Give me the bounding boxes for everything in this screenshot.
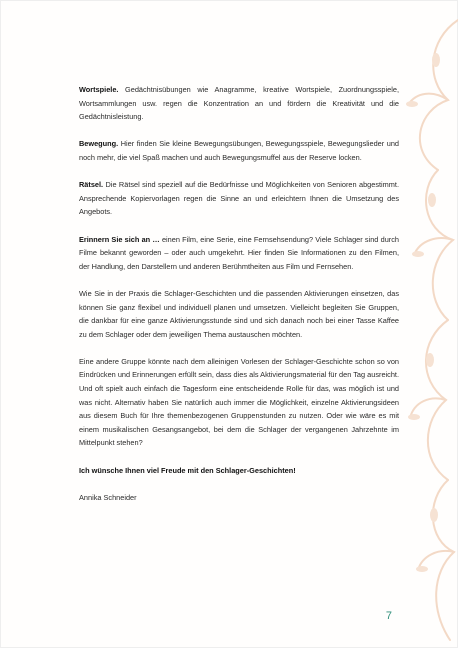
body-text [79,83,399,504]
paragraph-text: Eine andere Gruppe könnte nach dem alleinigen Vorlesen der Schlager-Geschichte schon so von Eindrücken und Erinnerungen erfüllt sein, dass dies als Aktivierungsmaterial für den Tag ausreicht. Und oft spielt auch einfach die Tagesform eine entscheidende Rolle für das, was möglich ist und was nicht. Alternativ haben Sie natürlich auch immer die Möglichkeit, einzelne Aktivierungsideen aus diesem Buch für Ihre themenbezogenen Gruppenstunden zu nutzen. Oder wie wäre es mit einem musikalischen Gesangsangebot, bei dem die Schlager der vergangenen Jahrzehnte im Mittelpunkt stehen? [79,356,399,448]
paragraph-text: Hier finden Sie kleine Bewegungsübungen, Bewegungsspiele, Bewegungslieder und noch mehr, die viel Spaß machen und auch Bewegungsmuffel aus der Reserve locken. [79,139,399,162]
paragraph-lead: Bewegung. [79,139,119,149]
page-number: 7 [385,610,392,622]
paragraph-erinnern [79,233,399,274]
paragraph-praxis [79,287,399,341]
closing-line: Ich wünsche Ihnen viel Freude mit den Schlager-Geschichten! [79,465,296,475]
paragraph-text: Die Rätsel sind speziell auf die Bedürfnisse und Möglichkeiten von Senioren abgestimmt. Ansprechende Kopiervorlagen regen die Sinne an und erleichtern Ihnen die Umsetzung des Angebots. [79,180,399,217]
paragraph-wortspiele [79,83,399,124]
paragraph-lead: Wortspiele. [79,85,119,94]
paragraph-raetsel [79,178,399,219]
paragraph-text: Gedächtnisübungen wie Anagramme, kreative Wortspiele, Zuordnungsspiele, Wortsammlungen usw. regen die Konzentration an und fördern die Kreativität und die Gedächtnisleistung. [79,85,399,122]
paragraph-gruppe [79,355,399,450]
paragraph-lead: Rätsel. [79,180,104,190]
paragraph-lead: Erinnern Sie sich an … [79,234,160,244]
paragraph-bewegung [79,137,399,164]
author-signature: Annika Schneider [79,492,137,502]
paragraph-text: einen Film, eine Serie, eine Fernsehsendung? Viele Schlager sind durch Filme bekannt geworden – oder auch umgekehrt. Hier finden Sie Informationen zu den Filmen, der Handlung, den Darstellern und anderen Berühmtheiten aus Film und Fernsehen. [79,234,399,271]
paragraph-text: Wie Sie in der Praxis die Schlager-Geschichten und die passenden Aktivierungen einsetzen, das können Sie ganz flexibel und individuell planen und umsetzen. Vielleicht begleiten Sie Gruppen, die dankbar für eine ganze Aktivierungsstunde sind und sich danach noch bei einer Tasse Kaffee zu dem Schlager oder dem jeweiligen Thema austauschen möchten. [79,288,399,339]
